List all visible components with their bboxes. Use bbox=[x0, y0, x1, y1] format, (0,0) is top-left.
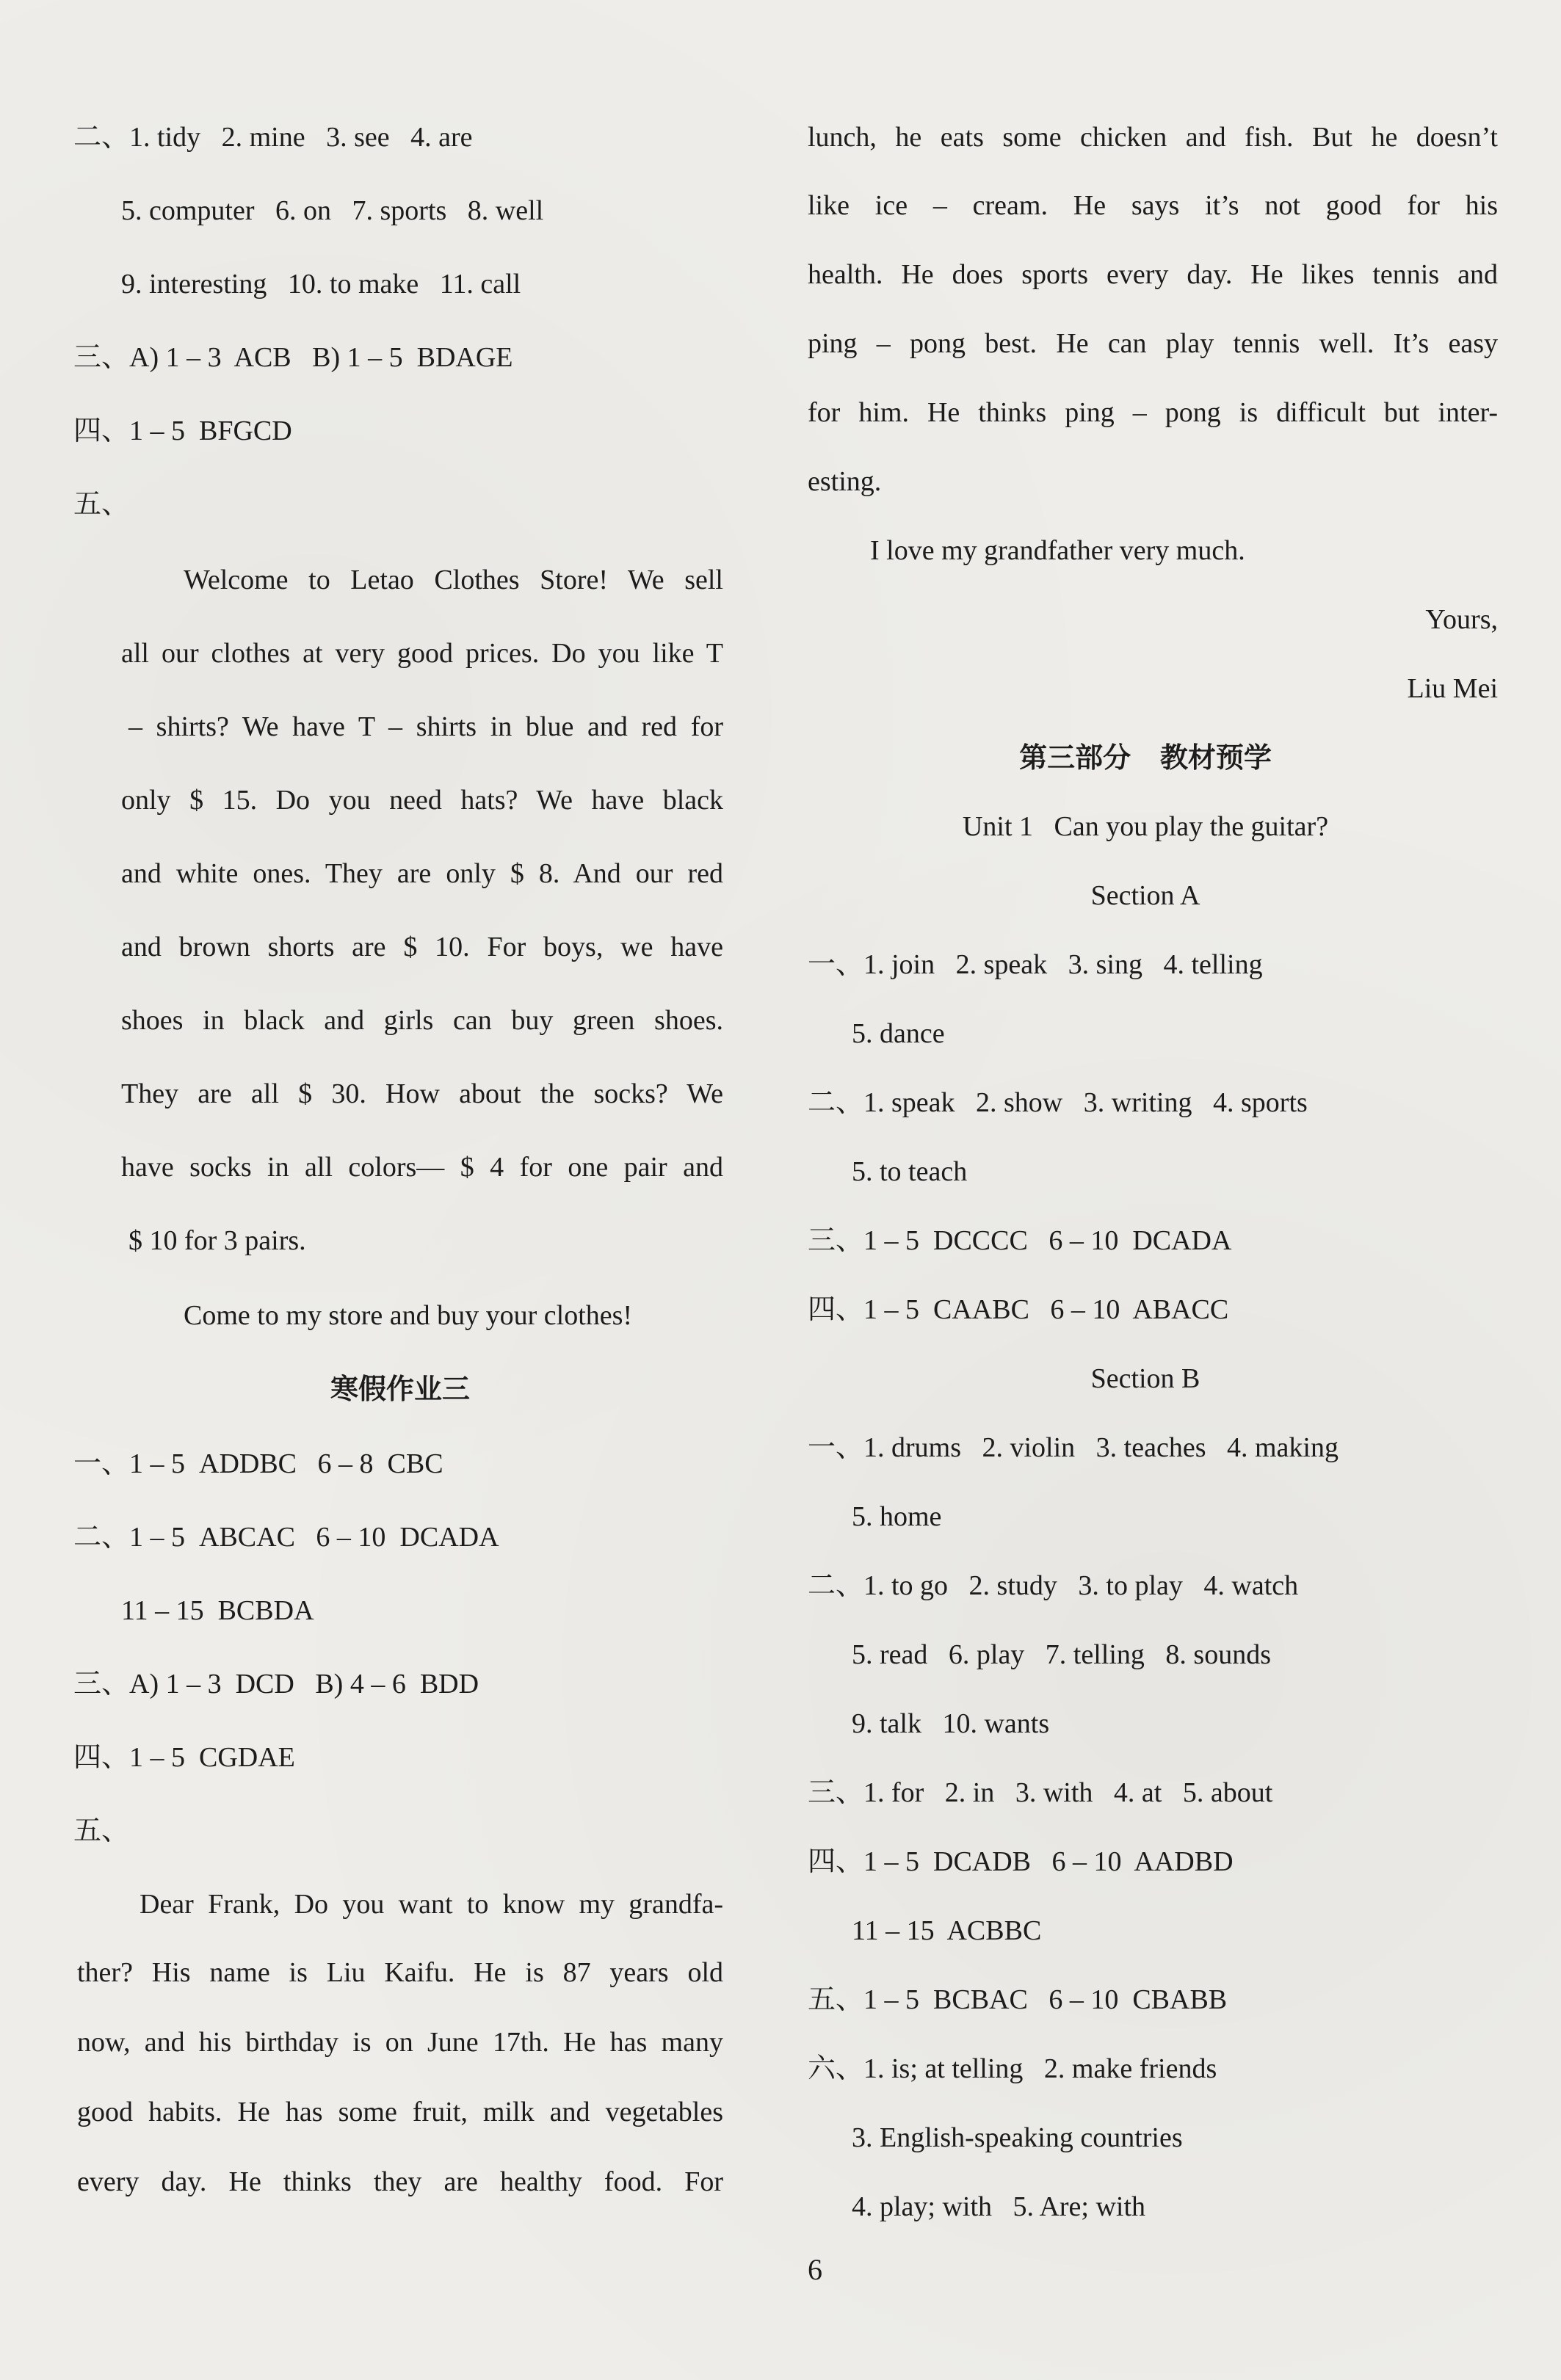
passage-line: and brown shorts are $ 10. For boys, we have bbox=[121, 932, 723, 962]
answer-line: 四、1 – 5 BFGCD bbox=[73, 416, 292, 446]
letter-line: good habits. He has some fruit, milk and vegetables bbox=[77, 2097, 723, 2127]
letter-line: ther? His name is Liu Kaifu. He is 87 years old bbox=[77, 1957, 723, 1988]
section-heading: 寒假作业三 bbox=[330, 1373, 470, 1405]
answer-line: 5. home bbox=[852, 1501, 942, 1532]
answer-line: 二、1. tidy 2. mine 3. see 4. are bbox=[73, 122, 473, 153]
section-label: 五、 bbox=[73, 1815, 130, 1846]
answer-line: 三、A) 1 – 3 DCD B) 4 – 6 BDD bbox=[73, 1669, 479, 1699]
passage-line: all our clothes at very good prices. Do you like T bbox=[121, 638, 723, 669]
part-heading: 第三部分 教材预学 bbox=[1019, 741, 1272, 774]
answer-line: 四、1 – 5 CGDAE bbox=[73, 1742, 295, 1773]
answer-line: 3. English-speaking countries bbox=[852, 2122, 1183, 2153]
answer-line: 三、A) 1 – 3 ACB B) 1 – 5 BDAGE bbox=[73, 342, 513, 373]
answer-line: 一、1. join 2. speak 3. sing 4. telling bbox=[808, 949, 1263, 980]
letter-signature: Liu Mei bbox=[1407, 673, 1498, 704]
letter-line: every day. He thinks they are healthy food. For bbox=[77, 2166, 723, 2197]
answer-line: 四、1 – 5 DCADB 6 – 10 AADBD bbox=[808, 1846, 1234, 1877]
unit-title: Unit 1 Can you play the guitar? bbox=[962, 811, 1329, 842]
answer-line: 4. play; with 5. Are; with bbox=[852, 2191, 1146, 2222]
passage-line: Come to my store and buy your clothes! bbox=[184, 1300, 633, 1331]
passage-line: shoes in black and girls can buy green shoes. bbox=[121, 1005, 723, 1036]
answer-line: 5. dance bbox=[852, 1018, 945, 1049]
letter-line: like ice – cream. He says it’s not good for his bbox=[808, 190, 1498, 221]
section-title: Section A bbox=[1090, 880, 1200, 911]
answer-line: 5. computer 6. on 7. sports 8. well bbox=[121, 195, 544, 226]
answer-line: 5. to teach bbox=[852, 1156, 968, 1187]
section-title: Section B bbox=[1090, 1363, 1200, 1394]
letter-line: ping – pong best. He can play tennis well. It’s easy bbox=[808, 328, 1498, 359]
answer-line: 11 – 15 ACBBC bbox=[852, 1915, 1042, 1946]
answer-line: 四、1 – 5 CAABC 6 – 10 ABACC bbox=[808, 1294, 1229, 1325]
passage-line: $ 10 for 3 pairs. bbox=[128, 1225, 306, 1256]
passage-line: – shirts? We have T – shirts in blue and red for bbox=[128, 711, 723, 742]
passage-line: They are all $ 30. How about the socks? We bbox=[121, 1078, 723, 1109]
letter-line: Dear Frank, Do you want to know my grandfa- bbox=[140, 1889, 723, 1920]
passage-line: have socks in all colors— $ 4 for one pair and bbox=[121, 1152, 723, 1183]
answer-line: 三、1. for 2. in 3. with 4. at 5. about bbox=[808, 1777, 1273, 1808]
answer-line: 二、1 – 5 ABCAC 6 – 10 DCADA bbox=[73, 1522, 499, 1553]
letter-line: I love my grandfather very much. bbox=[870, 535, 1245, 566]
letter-line: for him. He thinks ping – pong is difficult but inter- bbox=[808, 397, 1498, 428]
answer-line: 三、1 – 5 DCCCC 6 – 10 DCADA bbox=[808, 1225, 1232, 1256]
answer-line: 一、1. drums 2. violin 3. teaches 4. making bbox=[808, 1432, 1339, 1463]
section-label: 五、 bbox=[73, 489, 130, 520]
answer-line: 5. read 6. play 7. telling 8. sounds bbox=[852, 1639, 1271, 1670]
answer-line: 六、1. is; at telling 2. make friends bbox=[808, 2053, 1217, 2084]
letter-closing: Yours, bbox=[1425, 604, 1498, 635]
answer-line: 9. interesting 10. to make 11. call bbox=[121, 269, 521, 300]
letter-line: now, and his birthday is on June 17th. He has many bbox=[77, 2027, 723, 2058]
passage-line: and white ones. They are only $ 8. And our red bbox=[121, 858, 723, 889]
answer-line: 11 – 15 BCBDA bbox=[121, 1595, 314, 1626]
answer-line: 五、1 – 5 BCBAC 6 – 10 CBABB bbox=[808, 1984, 1228, 2015]
answer-line: 二、1. speak 2. show 3. writing 4. sports bbox=[808, 1087, 1308, 1118]
answer-line: 二、1. to go 2. study 3. to play 4. watch bbox=[808, 1570, 1299, 1601]
letter-line: lunch, he eats some chicken and fish. But he doesn’t bbox=[808, 122, 1498, 153]
page-number: 6 bbox=[808, 2253, 822, 2286]
passage-line: Welcome to Letao Clothes Store! We sell bbox=[184, 565, 723, 595]
answer-line: 9. talk 10. wants bbox=[852, 1708, 1050, 1739]
letter-line: health. He does sports every day. He likes tennis and bbox=[808, 259, 1498, 290]
letter-line: esting. bbox=[808, 466, 882, 497]
answer-line: 一、1 – 5 ADDBC 6 – 8 CBC bbox=[73, 1448, 443, 1479]
passage-line: only $ 15. Do you need hats? We have black bbox=[121, 785, 723, 816]
